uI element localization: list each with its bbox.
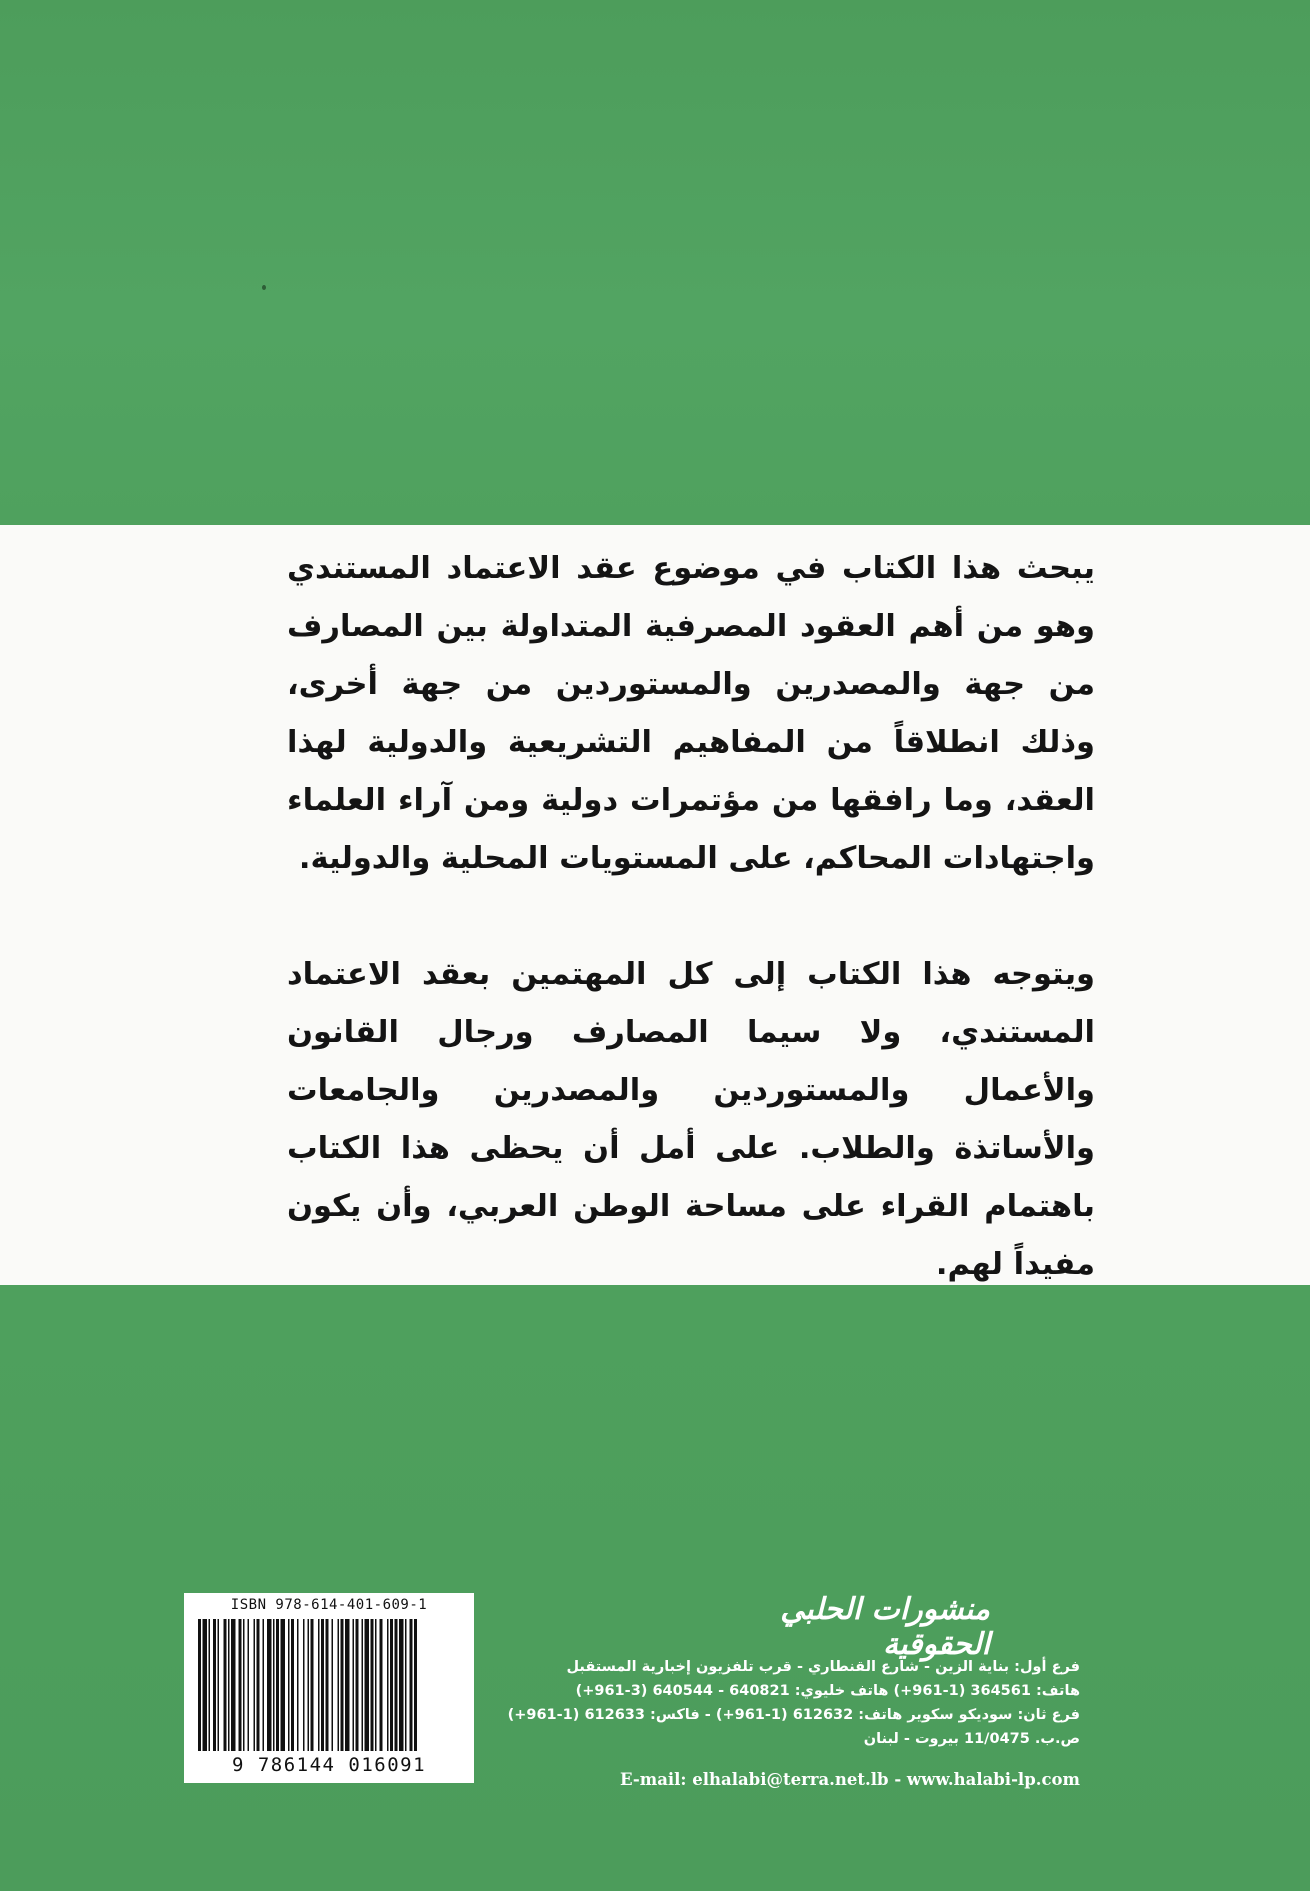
barcode-bar bbox=[321, 1619, 324, 1751]
back-cover-blurb bbox=[287, 540, 1095, 1294]
barcode-bar bbox=[332, 1619, 334, 1751]
branch-one-address: فرع أول: بناية الزين - شارع القنطاري - قرب تلفزيون إخبارية المستقبل bbox=[566, 1659, 1080, 1675]
barcode-bar bbox=[291, 1619, 294, 1751]
isbn-label: ISBN 978-614-401-609-1 bbox=[230, 1597, 428, 1613]
barcode-bar bbox=[318, 1619, 320, 1751]
barcode-bar bbox=[203, 1619, 208, 1751]
branch-one-phones: هاتف: 364561 (1-961+) هاتف خليوي: 640821 - 640544 (3-961+) bbox=[575, 1683, 1080, 1699]
barcode-bars bbox=[198, 1619, 460, 1751]
barcode-bar bbox=[362, 1619, 364, 1751]
barcode-bar bbox=[308, 1619, 310, 1751]
barcode-bar bbox=[371, 1619, 374, 1751]
barcode-bar bbox=[248, 1619, 250, 1751]
barcode-bar bbox=[353, 1619, 355, 1751]
barcode-bar bbox=[387, 1619, 389, 1751]
barcode-bar bbox=[288, 1619, 290, 1751]
barcode-bar bbox=[338, 1619, 340, 1751]
isbn-barcode bbox=[184, 1593, 474, 1783]
barcode-bar bbox=[326, 1619, 329, 1751]
barcode-bar bbox=[267, 1619, 272, 1751]
blurb-paragraph-2: ويتوجه هذا الكتاب إلى كل المهتمين بعقد الاعتماد المستندي، ولا سيما المصارف ورجال القانون والأعمال والمستوردين والمصدرين والجامعات والأساتذة والطلاب. على أمل أن يحظى هذا الكتاب باهتمام القراء على مساحة الوطن العربي، وأن يكون مفيداً لهم. bbox=[287, 957, 1095, 1282]
barcode-bar bbox=[198, 1619, 201, 1751]
publisher-address-block bbox=[507, 1655, 1080, 1751]
barcode-bar bbox=[224, 1619, 227, 1751]
barcode-bar bbox=[257, 1619, 260, 1751]
barcode-bar bbox=[390, 1619, 393, 1751]
barcode-bar bbox=[303, 1619, 305, 1751]
barcode-bar bbox=[243, 1619, 245, 1751]
barcode-bar bbox=[239, 1619, 242, 1751]
barcode-bar bbox=[254, 1619, 256, 1751]
barcode-bar bbox=[405, 1619, 407, 1751]
branch-two-address: فرع ثان: سوديكو سكوير هاتف: 612632 (1-961+) - فاكس: 612633 (1-961+) bbox=[507, 1707, 1080, 1723]
barcode-bar bbox=[228, 1619, 230, 1751]
print-speck bbox=[262, 285, 266, 290]
barcode-bar bbox=[356, 1619, 359, 1751]
barcode-bar bbox=[375, 1619, 377, 1751]
blurb-paragraph-1: يبحث هذا الكتاب في موضوع عقد الاعتماد المستندي وهو من أهم العقود المصرفية المتداولة بين المصارف من جهة والمصدرين والمستوردين من جهة أخرى، وذلك انطلاقاً من المفاهيم التشريعية والدولية لهذا العقد، وما رافقها من مؤتمرات دولية ومن آراء العلماء واجتهادات المحاكم، على المستويات المحلية والدولية. bbox=[287, 551, 1095, 876]
barcode-bar bbox=[341, 1619, 344, 1751]
barcode-bar bbox=[218, 1619, 220, 1751]
barcode-bar bbox=[414, 1619, 417, 1751]
barcode-bar bbox=[231, 1619, 236, 1751]
barcode-bar bbox=[273, 1619, 275, 1751]
publisher-logo: منشورات الحلبي الحقوقية bbox=[780, 1592, 990, 1662]
barcode-bar bbox=[399, 1619, 404, 1751]
barcode-digits: 9 786144 016091 bbox=[231, 1754, 427, 1776]
barcode-bar bbox=[209, 1619, 211, 1751]
po-box: ص.ب. 11/0475 بيروت - لبنان bbox=[863, 1731, 1080, 1747]
barcode-bar bbox=[365, 1619, 370, 1751]
barcode-bar bbox=[213, 1619, 216, 1751]
barcode-bar bbox=[263, 1619, 265, 1751]
barcode-bar bbox=[281, 1619, 286, 1751]
barcode-bar bbox=[311, 1619, 314, 1751]
barcode-bar bbox=[345, 1619, 350, 1751]
barcode-bar bbox=[276, 1619, 279, 1751]
barcode-bar bbox=[297, 1619, 299, 1751]
publisher-contact: E-mail: elhalabi@terra.net.lb - www.halabi-lp.com bbox=[620, 1770, 1080, 1789]
barcode-bar bbox=[380, 1619, 383, 1751]
barcode-bar bbox=[410, 1619, 413, 1751]
cover-bottom-green bbox=[0, 1285, 1310, 1891]
cover-top-green bbox=[0, 0, 1310, 525]
barcode-bar bbox=[395, 1619, 398, 1751]
